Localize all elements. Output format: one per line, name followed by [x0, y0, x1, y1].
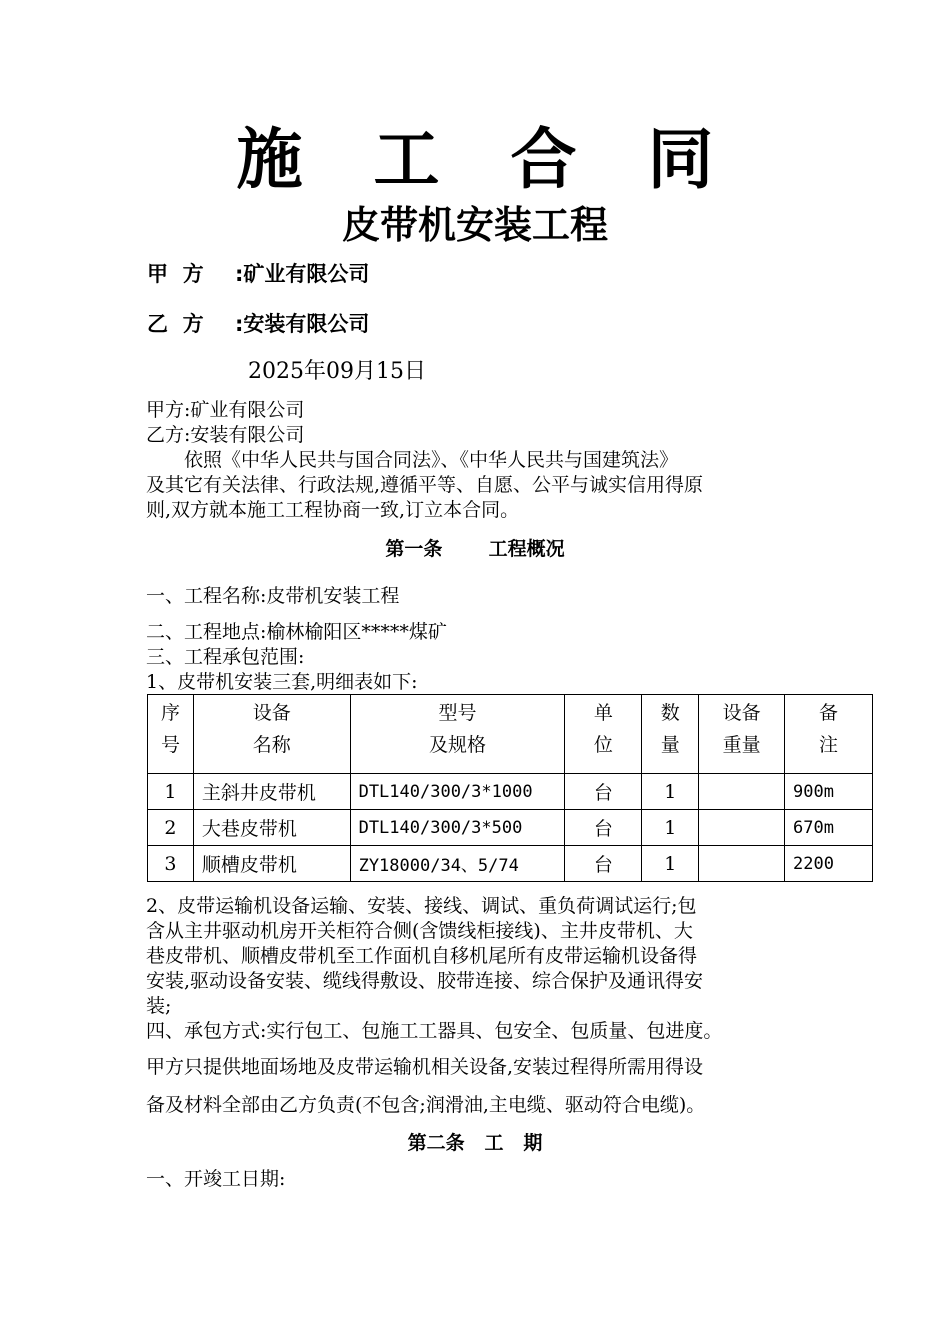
cell-name: 顺槽皮带机 — [193, 846, 350, 882]
contract-date: 2025年09月15日 — [248, 359, 426, 384]
cell-qty: 1 — [642, 810, 699, 846]
cell-spec: DTL140/300/3*500 — [350, 810, 565, 846]
cover-party-b — [147, 309, 369, 339]
equipment-table — [147, 694, 873, 882]
contract-method-line-2: 甲方只提供地面场地及皮带运输机相关设备,安装过程得所需用得设 — [146, 1056, 704, 1078]
cell-weight — [699, 846, 785, 882]
intro-line-3: 则,双方就本施工工程协商一致,订立本合同。 — [146, 499, 520, 521]
scope-line-5: 装; — [146, 995, 172, 1017]
body-party-a: 甲方:矿业有限公司 — [146, 399, 305, 421]
cell-name: 主斜井皮带机 — [193, 774, 350, 810]
scope-line-4: 安装,驱动设备安装、缆线得敷设、胶带连接、综合保护及通讯得安 — [146, 970, 704, 992]
cell-qty: 1 — [642, 846, 699, 882]
contract-method-line-3: 备及材料全部由乙方负责(不包含;润滑油,主电缆、驱动符合电缆)。 — [146, 1094, 706, 1116]
header-weight: 设备 重量 — [699, 695, 785, 774]
cell-unit: 台 — [565, 846, 642, 882]
cell-qty: 1 — [642, 774, 699, 810]
project-location-item: 二、工程地点:榆林榆阳区*****煤矿 — [146, 621, 447, 643]
contract-scope-item: 三、工程承包范围: — [146, 646, 305, 668]
cover-party-a — [147, 259, 369, 289]
table-row — [148, 846, 873, 882]
table-row — [148, 774, 873, 810]
header-spec: 型号 及规格 — [350, 695, 565, 774]
cell-note: 2200 — [785, 846, 873, 882]
schedule-item-1: 一、开竣工日期: — [146, 1168, 286, 1190]
contract-method-item: 四、承包方式:实行包工、包施工工器具、包安全、包质量、包进度。 — [146, 1020, 723, 1042]
cover-party-a-label: 甲 方 — [147, 262, 204, 286]
cover-party-a-value: :矿业有限公司 — [235, 262, 370, 286]
project-subtitle: 皮带机安装工程 — [341, 203, 608, 247]
scope-sub-item-1: 1、皮带机安装三套,明细表如下: — [146, 671, 418, 693]
cell-spec: ZY18000/34、5/74 — [350, 846, 565, 882]
cell-no: 1 — [148, 774, 194, 810]
cell-note: 670m — [785, 810, 873, 846]
article-1-heading: 第一条 工程概况 — [385, 538, 565, 560]
scope-line-2: 含从主井驱动机房开关柜符合侧(含馈线柜接线)、主井皮带机、大 — [146, 920, 693, 942]
cell-weight — [699, 810, 785, 846]
cell-no: 3 — [148, 846, 194, 882]
scope-line-3: 巷皮带机、顺槽皮带机至工作面机自移机尾所有皮带运输机设备得 — [146, 945, 698, 967]
cell-weight — [699, 774, 785, 810]
intro-line-2: 及其它有关法律、行政法规,遵循平等、自愿、公平与诚实信用得原 — [146, 474, 704, 496]
cell-no: 2 — [148, 810, 194, 846]
project-name-item: 一、工程名称:皮带机安装工程 — [146, 585, 400, 607]
contract-title: 施 工 合 同 — [236, 121, 738, 198]
cover-party-b-label: 乙 方 — [147, 312, 204, 336]
table-row — [148, 810, 873, 846]
cover-party-b-value: :安装有限公司 — [235, 312, 370, 336]
body-party-b: 乙方:安装有限公司 — [146, 424, 305, 446]
header-unit: 单 位 — [565, 695, 642, 774]
cell-name: 大巷皮带机 — [193, 810, 350, 846]
header-note: 备 注 — [785, 695, 873, 774]
cell-unit: 台 — [565, 774, 642, 810]
table-header-row — [148, 695, 873, 774]
cell-note: 900m — [785, 774, 873, 810]
scope-line-1: 2、皮带运输机设备运输、安装、接线、调试、重负荷调试运行;包 — [146, 895, 697, 917]
cell-spec: DTL140/300/3*1000 — [350, 774, 565, 810]
header-qty: 数 量 — [642, 695, 699, 774]
header-name: 设备 名称 — [193, 695, 350, 774]
cell-unit: 台 — [565, 810, 642, 846]
header-no: 序 号 — [148, 695, 194, 774]
intro-line-1: 依照《中华人民共与国合同法》、《中华人民共与国建筑法》 — [146, 449, 679, 471]
article-2-heading: 第二条 工 期 — [407, 1132, 543, 1154]
